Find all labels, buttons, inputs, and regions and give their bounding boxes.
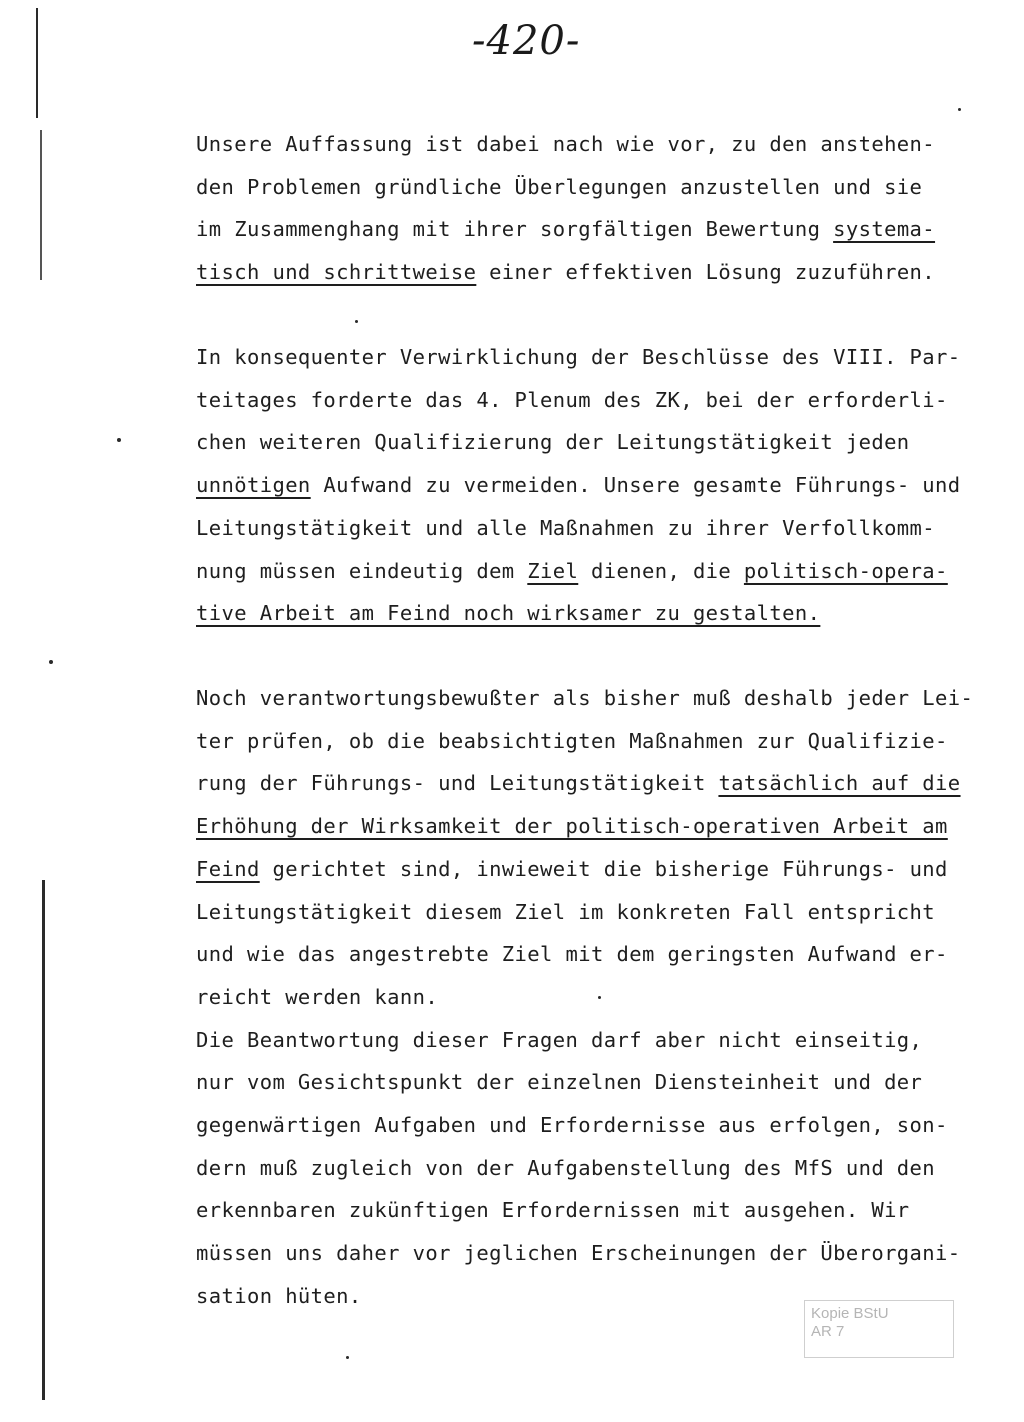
margin-mark — [346, 1356, 349, 1359]
text-line — [196, 1154, 935, 1182]
text-line — [196, 428, 910, 456]
text-run: müssen uns daher vor jeglichen Erscheinungen der Überorgani- — [196, 1241, 961, 1266]
margin-mark — [958, 108, 961, 111]
text-line — [196, 173, 922, 201]
text-line — [196, 1068, 922, 1096]
underlined-text: tive Arbeit am Feind noch wirksamer zu gestalten. — [196, 601, 821, 626]
underlined-text: systema- — [833, 217, 936, 242]
text-run: teitages forderte das 4. Plenum des ZK, bei der erforderli- — [196, 387, 948, 412]
text-run: und wie das angestrebte Ziel mit dem geringsten Aufwand er- — [196, 942, 948, 967]
binding-edge-line — [36, 8, 38, 118]
text-run: den Problemen gründliche Überlegungen anzustellen und sie — [196, 174, 923, 199]
text-run: einer effektiven Lösung zuzuführen. — [476, 260, 936, 285]
text-run: erkennbaren zukünftigen Erfordernissen mit ausgehen. Wir — [196, 1198, 910, 1223]
text-run: rung der Führungs- und Leitungstätigkeit — [196, 771, 719, 796]
margin-mark — [598, 996, 601, 999]
text-line — [196, 983, 438, 1011]
text-run: dern muß zugleich von der Aufgabenstellung des MfS und den — [196, 1155, 936, 1180]
text-line — [196, 599, 820, 627]
text-line — [196, 1282, 362, 1310]
text-line — [196, 855, 948, 883]
text-line — [196, 1239, 961, 1267]
underlined-text: tatsächlich auf die — [718, 771, 961, 796]
text-run: nung müssen eindeutig dem — [196, 558, 528, 583]
text-line — [196, 471, 961, 499]
text-line — [196, 343, 961, 371]
text-line — [196, 130, 935, 158]
text-line — [196, 940, 948, 968]
text-run: im Zusammenghang mit ihrer sorgfältigen Bewertung — [196, 217, 834, 242]
margin-mark — [117, 438, 121, 442]
text-run: Unsere Auffassung ist dabei nach wie vor, zu den anstehen- — [196, 132, 936, 156]
underlined-text: Ziel — [527, 558, 579, 583]
archive-stamp — [804, 1300, 954, 1358]
text-line — [196, 727, 948, 755]
text-run: ter prüfen, ob die beabsichtigten Maßnahmen zur Qualifizie- — [196, 728, 948, 753]
binding-edge-line — [40, 130, 42, 280]
text-run: Leitungstätigkeit diesem Ziel im konkreten Fall entspricht — [196, 899, 936, 924]
text-run: chen weiteren Qualifizierung der Leitungstätigkeit jeden — [196, 430, 910, 455]
text-line — [196, 215, 935, 243]
text-line — [196, 514, 935, 542]
text-run: In konsequenter Verwirklichung der Beschlüsse des VIII. Par- — [196, 345, 961, 369]
text-run: dienen, die — [578, 558, 744, 583]
text-run: nur vom Gesichtspunkt der einzelnen Diensteinheit und der — [196, 1070, 923, 1095]
text-run: reicht werden kann. — [196, 984, 439, 1009]
page-number: -420- — [472, 18, 581, 64]
text-run: Leitungstätigkeit und alle Maßnahmen zu ihrer Verfollkomm- — [196, 515, 936, 540]
underlined-text: Feind — [196, 856, 260, 881]
text-run: sation hüten. — [196, 1283, 362, 1308]
text-line — [196, 812, 948, 840]
text-line — [196, 557, 948, 585]
text-line — [196, 1111, 948, 1139]
text-run: gerichtet sind, inwieweit die bisherige Führungs- und — [259, 856, 948, 881]
stamp-line-1: Kopie BStU — [811, 1305, 889, 1322]
stamp-line-2: AR 7 — [811, 1323, 845, 1340]
text-run: gegenwärtigen Aufgaben und Erfordernisse aus erfolgen, son- — [196, 1113, 948, 1137]
text-run: Noch verantwortungsbewußter als bisher muß deshalb jeder Lei- — [196, 686, 974, 710]
text-line — [196, 258, 935, 286]
text-line — [196, 769, 961, 797]
text-run: Aufwand zu vermeiden. Unsere gesamte Führungs- und — [310, 473, 961, 498]
underlined-text: politisch-opera- — [743, 558, 948, 583]
margin-mark — [49, 660, 53, 664]
text-line — [196, 684, 973, 712]
text-line — [196, 1026, 922, 1054]
underlined-text: tisch und schrittweise — [196, 260, 477, 285]
binding-edge-line — [42, 880, 45, 1400]
margin-mark — [355, 320, 358, 323]
text-line — [196, 386, 948, 414]
underlined-text: Erhöhung der Wirksamkeit der politisch-operativen Arbeit am — [196, 814, 948, 839]
underlined-text: unnötigen — [196, 473, 311, 498]
text-line — [196, 1196, 910, 1224]
text-run: Die Beantwortung dieser Fragen darf aber nicht einseitig, — [196, 1027, 923, 1052]
text-line — [196, 898, 935, 926]
